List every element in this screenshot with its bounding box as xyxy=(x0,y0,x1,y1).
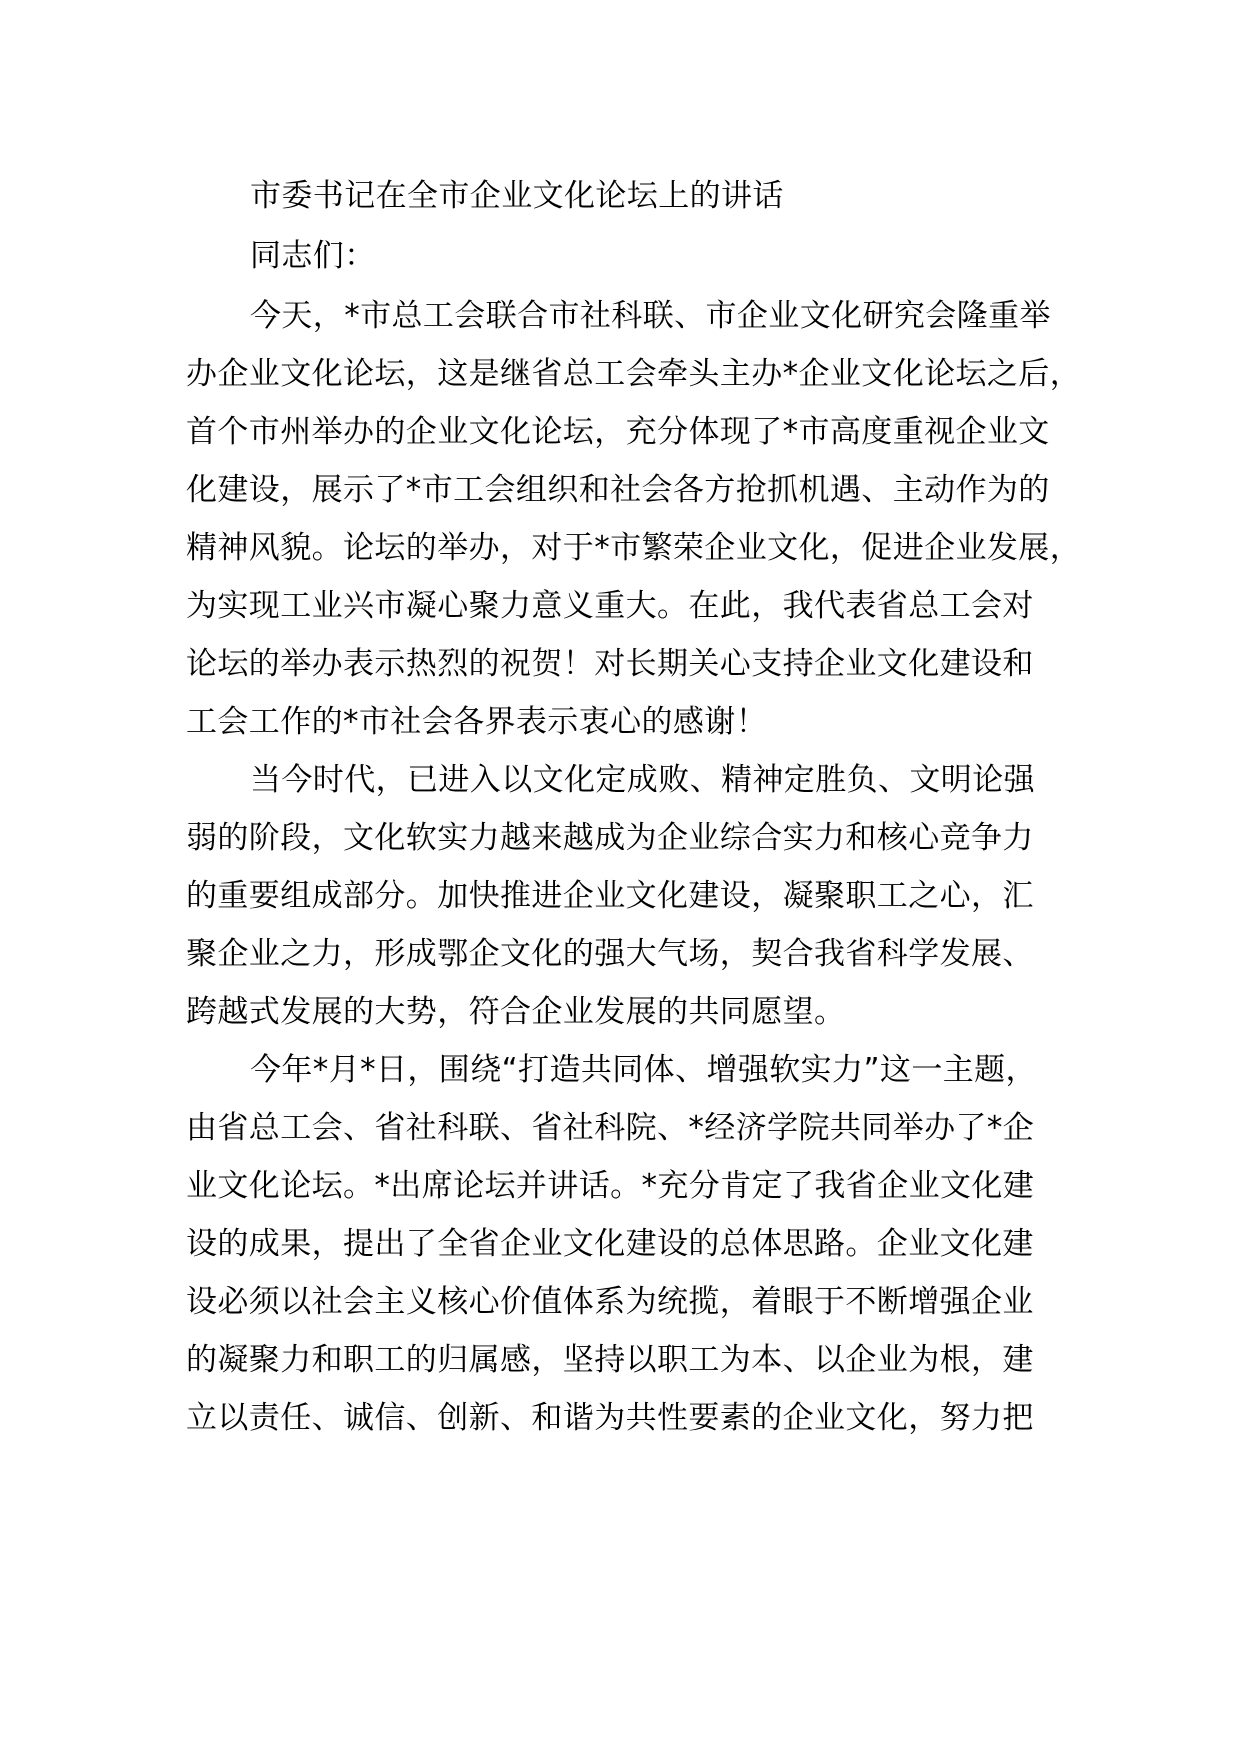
paragraph-line: 为实现工业兴市凝心聚力意义重大。在此，我代表省总工会对 xyxy=(186,588,1034,624)
paragraph-line: 跨越式发展的大势，符合企业发展的共同愿望。 xyxy=(186,994,846,1030)
paragraph-line: 的凝聚力和职工的归属感，坚持以职工为本、以企业为根，建 xyxy=(186,1342,1034,1378)
paragraph-line: 工会工作的*市社会各界表示衷心的感谢！ xyxy=(186,704,768,740)
paragraph-line: 今年*月*日，围绕“打造共同体、增强软实力”这一主题， xyxy=(250,1052,1037,1088)
paragraph-line: 由省总工会、省社科联、省社科院、*经济学院共同举办了*企 xyxy=(186,1110,1035,1146)
paragraph-line: 今天，*市总工会联合市社科联、市企业文化研究会隆重举 xyxy=(250,298,1051,334)
salutation: 同志们： xyxy=(250,238,376,274)
paragraph-line: 首个市州举办的企业文化论坛，充分体现了*市高度重视企业文 xyxy=(186,414,1050,450)
paragraph-line: 设的成果，提出了全省企业文化建设的总体思路。企业文化建 xyxy=(186,1226,1034,1262)
paragraph-line: 设必须以社会主义核心价值体系为统揽，着眼于不断增强企业 xyxy=(186,1284,1034,1320)
paragraph-line: 论坛的举办表示热烈的祝贺！对长期关心支持企业文化建设和 xyxy=(186,646,1034,682)
paragraph-line: 业文化论坛。*出席论坛并讲话。*充分肯定了我省企业文化建 xyxy=(186,1168,1035,1204)
paragraph-line: 的重要组成部分。加快推进企业文化建设，凝聚职工之心，汇 xyxy=(186,878,1034,914)
paragraph-line: 弱的阶段，文化软实力越来越成为企业综合实力和核心竞争力 xyxy=(186,820,1034,856)
document-title: 市委书记在全市企业文化论坛上的讲话 xyxy=(250,178,784,214)
paragraph-line: 当今时代，已进入以文化定成败、精神定胜负、文明论强 xyxy=(250,762,1035,798)
paragraph-line: 办企业文化论坛，这是继省总工会牵头主办*企业文化论坛之后， xyxy=(186,356,1082,392)
paragraph-line: 立以责任、诚信、创新、和谐为共性要素的企业文化，努力把 xyxy=(186,1400,1034,1436)
paragraph-line: 聚企业之力，形成鄂企文化的强大气场，契合我省科学发展、 xyxy=(186,936,1034,972)
paragraph-line: 化建设，展示了*市工会组织和社会各方抢抓机遇、主动作为的 xyxy=(186,472,1050,508)
paragraph-line: 精神风貌。论坛的举办，对于*市繁荣企业文化，促进企业发展， xyxy=(186,530,1082,566)
